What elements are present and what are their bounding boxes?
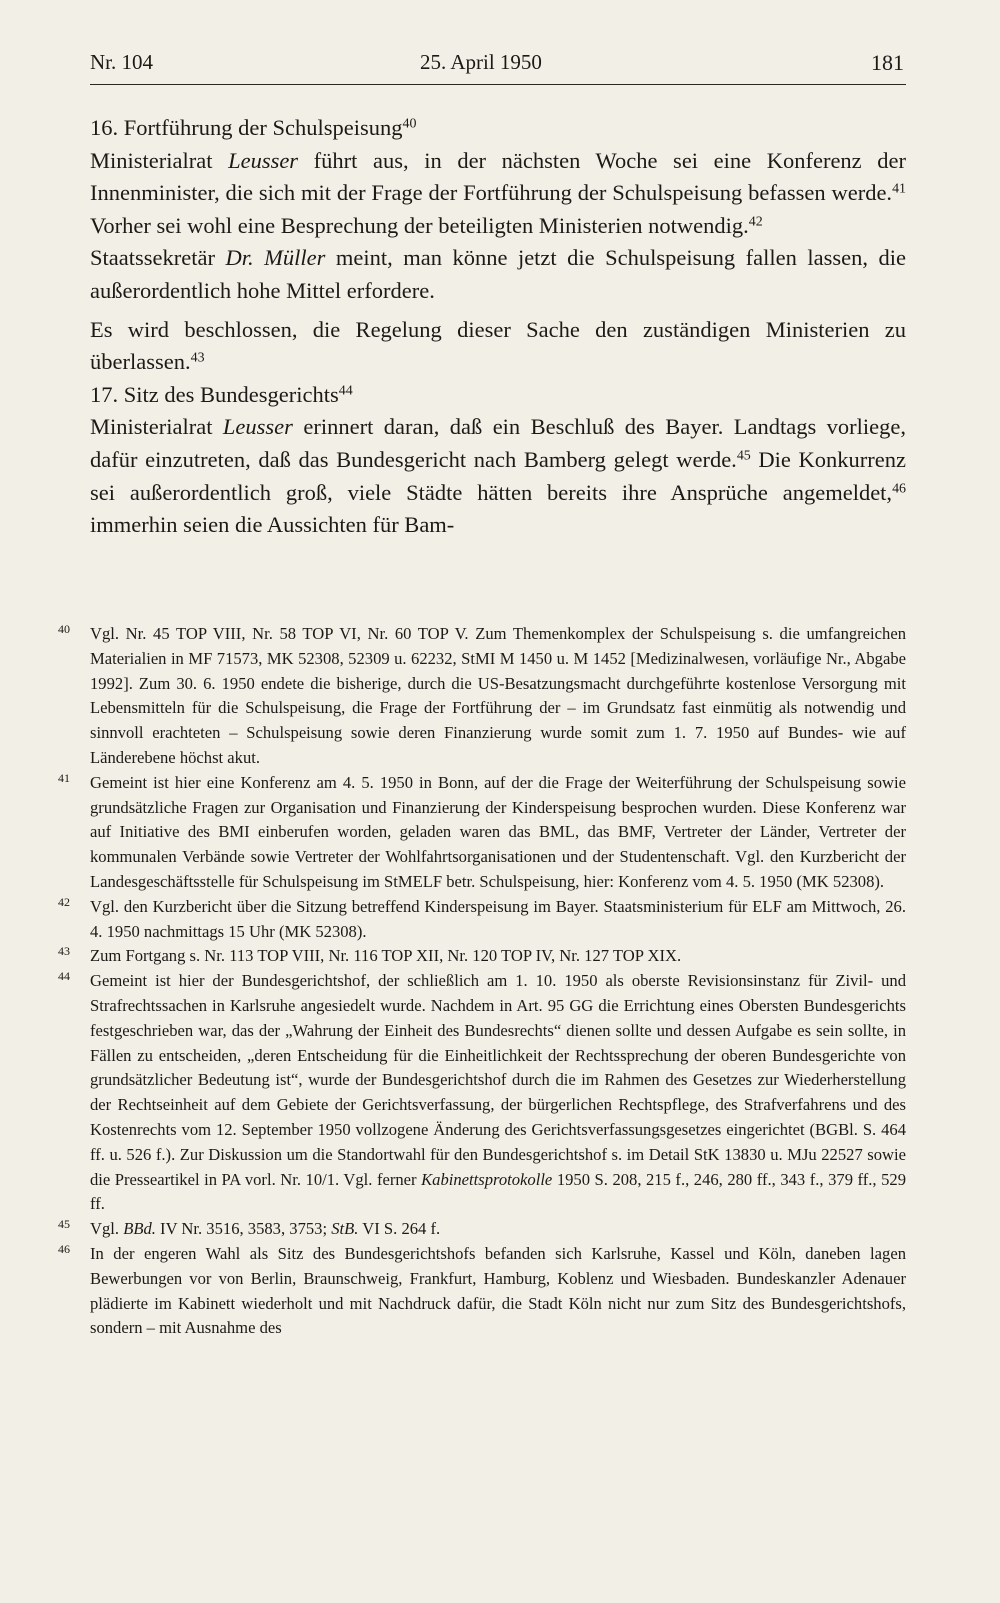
main-text xyxy=(90,112,906,542)
footnote-ref: 44 xyxy=(338,383,353,399)
agenda-item-heading: 16. Fortführung der Schulspeisung$^{40}$ xyxy=(90,115,417,140)
footnote: 40 Vgl. Nr. 45 TOP VIII, Nr. 58 TOP VI, Nr. 60 TOP V. Zum Themenkomplex der Schulspeisung s. die umfangreichen Materialien in MF 71573, MK 52308, 52309 u. 62232, StMI M 1450 u. M 1452 [Medizinalwesen, vorläufige Nr., Abgabe 1992]. Zum 30. 6. 1950 endete die bisherige, durch die US-Besatzungsmacht durchgeführte kostenlose Versorgung mit Lebensmitteln für die Schulspeisung, die Frage der Fortführung der – im Grundsatz fast einmütig als notwendig und sinnvoll erachteten – Schulspeisung sowie deren Finanzierung wurde somit zum 1. 7. 1950 auf Bundes- wie auf Länderebene höchst akut. xyxy=(58,622,906,771)
speaker-title: Dr. xyxy=(225,245,254,271)
footnote-ref: 40 xyxy=(402,116,417,132)
header-document-number: Nr. 104 xyxy=(90,50,153,74)
footnote: 43 Zum Fortgang s. Nr. 113 TOP VIII, Nr. 116 TOP XII, Nr. 120 TOP IV, Nr. 127 TOP XIX. xyxy=(58,944,906,969)
speaker-name: Leusser xyxy=(228,147,299,173)
footnote-number: 42 xyxy=(58,894,70,909)
speaker-name: Müller xyxy=(253,245,326,271)
header-date: 25. April 1950 xyxy=(420,50,542,74)
cited-title: Kabinettsprotokolle xyxy=(421,1169,553,1189)
running-header xyxy=(90,44,906,85)
footnote-ref: 42 xyxy=(748,214,763,230)
footnote-number: 46 xyxy=(58,1241,70,1256)
footnote: 44 Gemeint ist hier der Bundesgerichtshof, der schließlich am 1. 10. 1950 als oberste Revisionsinstanz für Zivil- und Strafrechtssachen in Karlsruhe angesiedelt wurde. Nachdem in Art. 95 GG die Errichtung eines Obersten Bundesgerichts festgeschrieben war, das der „Wahrung der Einheit des Bundesrechts“ dienen sollte und dessen Aufgabe es sein sollte, in Fällen zu entscheiden, „deren Entscheidung für die Einheitlichkeit der Rechtssprechung der oberen Bundesgerichte von grundsätzlicher Bedeutung ist“, wurde der Bundesgerichtshof durch die im Rahmen des Gesetzes zur Wiederherstellung der Rechtseinheit auf dem Gebiete der Gerichtsverfassung, der bürgerlichen Rechtspflege, des Strafverfahrens und des Kostenrechts vom 12. September 1950 vollzogene Änderung des Gerichtsverfassungsgesetzes eingerichtet (BGBl. S. 464 ff. u. 526 f.). Zur Diskussion um die Standortwahl für den Bundesgerichtshof s. im Detail StK 13830 u. MJu 22527 sowie die Presseartikel in PA vorl. Nr. 10/1. Vgl. ferner Kabinettsprotokolle 1950 S. 208, 215 f., 246, 280 ff., 343 f., 379 ff., 529 ff. xyxy=(58,969,906,1217)
footnote-ref: 45 xyxy=(736,448,751,464)
footnote-ref: 41 xyxy=(892,181,906,197)
footnote-number: 44 xyxy=(58,969,70,984)
footnote-ref: 46 xyxy=(892,480,906,496)
footnote-number: 41 xyxy=(58,770,70,785)
resolution-paragraph: Es wird beschlossen, die Regelung dieser Sache den zuständigen Ministerien zu überlassen.$^{43}$ xyxy=(90,316,906,375)
footnote: 45 Vgl. BBd. IV Nr. 3516, 3583, 3753; StB. VI S. 264 f. xyxy=(58,1217,906,1242)
cited-source: StB. xyxy=(331,1219,359,1239)
paragraph: Ministerialrat Leusser erinnert daran, daß ein Beschluß des Bayer. Landtags vorliege, dafür einzutreten, daß das Bundesgericht nach Bamberg gelegt werde.$^{45}$ Die Konkurrenz sei außerordentlich groß, viele Städte hätten bereits ihre Ansprüche angemeldet,$^{46}$ immerhin seien die Aussichten für Bam- xyxy=(90,414,906,538)
agenda-item-heading: 17. Sitz des Bundesgerichts$^{44}$ xyxy=(90,381,353,407)
footnote: 46 In der engeren Wahl als Sitz des Bundesgerichtshofs befanden sich Karlsruhe, Kassel und Köln, daneben lagen Bewerbungen vor von Berlin, Braunschweig, Frankfurt, Hamburg, Koblenz und Wiesbaden. Bundeskanzler Adenauer plädierte im Kabinett wiederholt und mit Nachdruck dafür, die Stadt Köln nicht nur zum Sitz des Bundesgerichtshofs, sondern – mit Ausnahme des xyxy=(58,1242,906,1341)
footnotes xyxy=(58,622,906,1341)
footnote-ref: 43 xyxy=(190,350,205,366)
footnote-number: 40 xyxy=(58,622,70,636)
footnote: 42 Vgl. den Kurzbericht über die Sitzung betreffend Kinderspeisung im Bayer. Staatsministerium für ELF am Mittwoch, 26. 4. 1950 nachmittags 15 Uhr (MK 52308). xyxy=(58,895,906,945)
speaker-name: Leusser xyxy=(222,414,293,440)
footnote-number: 43 xyxy=(58,944,70,959)
paragraph: Staatssekretär Dr. Müller meint, man könne jetzt die Schulspeisung fallen lassen, die außerordentlich hohe Mittel erfordere. xyxy=(90,245,906,303)
cited-source: BBd. xyxy=(123,1219,156,1239)
footnote-number: 45 xyxy=(58,1217,70,1232)
paragraph: Ministerialrat Leusser führt aus, in der nächsten Woche sei eine Konferenz der Innenminister, die sich mit der Frage der Fortführung der Schulspeisung befassen werde.$^{41}$ Vorher sei wohl eine Besprechung der beteiligten Ministerien notwendig.$^{42}$ xyxy=(90,147,906,238)
page-number: 181 xyxy=(871,50,904,75)
footnote: 41 Gemeint ist hier eine Konferenz am 4. 5. 1950 in Bonn, auf der die Frage der Weiterführung der Schulspeisung sowie grundsätzliche Fragen zur Organisation und Finanzierung der Kinderspeisung besprochen wurden. Diese Konferenz war auf Initiative des BMI einberufen worden, geladen waren das BML, das BMF, Vertreter der Länder, Vertreter der kommunalen Verbände sowie Vertreter der Wohlfahrtsorganisationen und der Studentenschaft. Vgl. den Kurzbericht der Landesgeschäftsstelle für Schulspeisung im StMELF betr. Schulspeisung, hier: Konferenz vom 4. 5. 1950 (MK 52308). xyxy=(58,771,906,895)
